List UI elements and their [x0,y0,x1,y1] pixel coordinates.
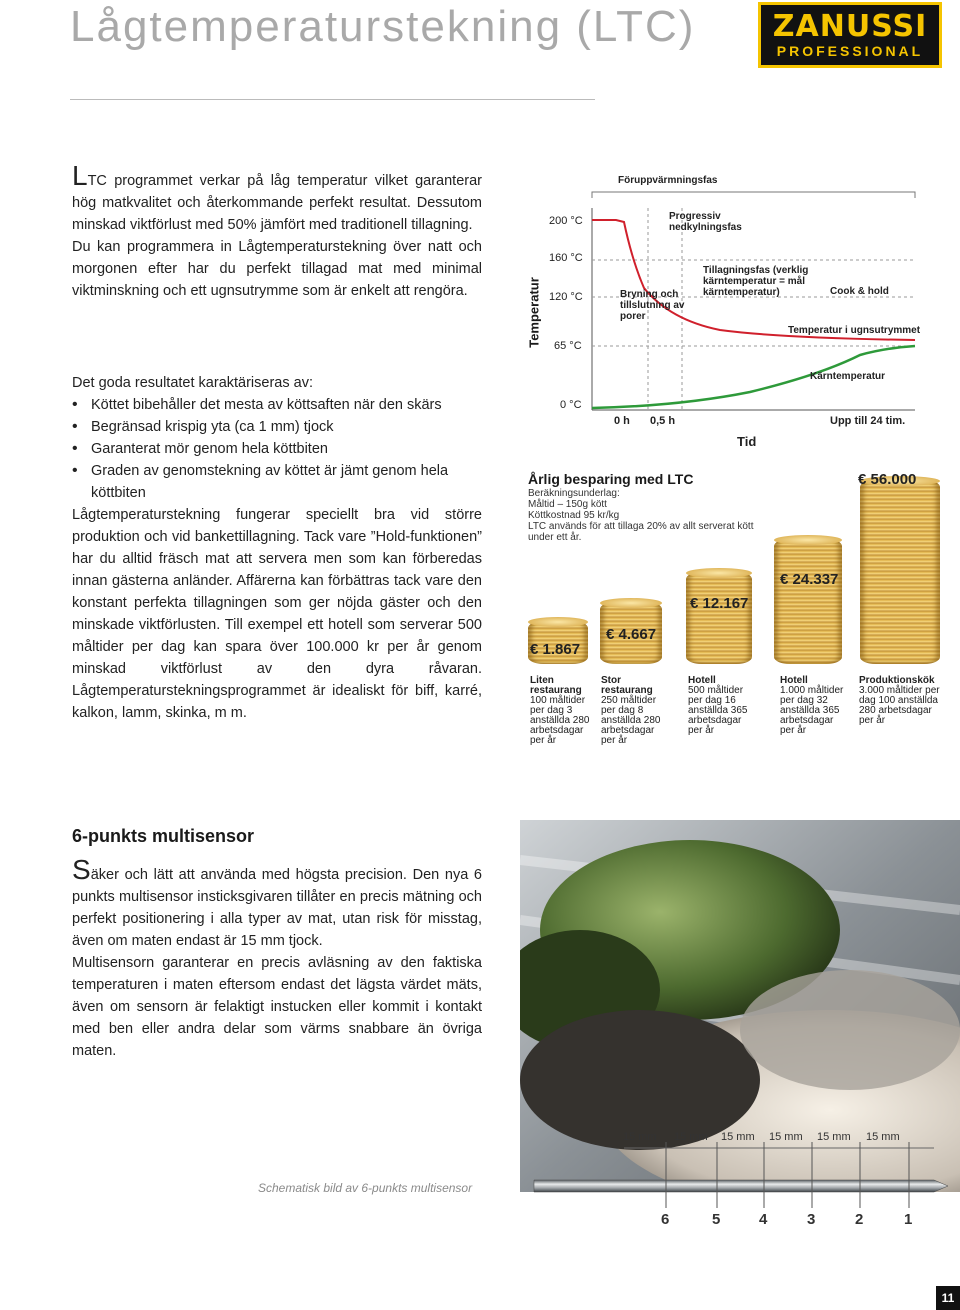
probe-spacing-label: 15 mm [769,1131,803,1143]
probe-point-label: 1 [904,1211,913,1228]
basis-line: Beräkningsunderlag: [528,488,620,499]
basis-line: Måltid – 150g kött [528,499,607,510]
coin-stack-top [528,617,588,627]
category-small-restaurant: Liten restaurang 100 måltider per dag 3 anställda 280 arbetsdagar per år [530,675,590,746]
y-tick-label: 0 °C [560,399,582,411]
coin-stack-top [774,535,842,545]
probe-caption: Schematisk bild av 6-punkts multisensor [258,1181,473,1195]
multisensor-paragraph-2: Multisensorn garanterar en precis avläsning av den faktiska temperaturen i maten eftersom endast det lägsta värdet mäts, även om sensorn är felaktigt instucken eller kommit i kontakt med ben eller andra delar som värms snabbare än övriga maten. [72,955,482,1059]
coin-stack [686,572,752,664]
multisensor-paragraph-1: äker och lätt att använda med högsta precision. Den nya 6 punkts multisensor insticksgivaren tillåter en precis mätning och perfekt positionering i alla typer av mat, utan risk för misstag, även om maten endast är 15 mm tjock. [72,867,482,949]
saving-value: € 4.667 [606,626,657,643]
coin-stack-top [686,568,752,578]
probe-body [534,1180,948,1192]
bullet-item: • Begränsad krispig yta (ca 1 mm) tjock [72,416,482,438]
probe-spacing-label: 15 mm [866,1131,900,1143]
basis-line: Köttkostnad 95 kr/kg [528,510,620,521]
logo-sub-text: PROFESSIONAL [776,43,924,59]
title-divider [70,99,595,100]
page-number: 11 [936,1286,960,1310]
multisensor-text [72,854,482,1062]
probe-point-label: 6 [661,1211,670,1228]
probe-spacing-label: 15 mm [721,1131,755,1143]
dropcap: L [72,160,88,191]
ltc-temperature-chart [520,170,950,460]
basis-line: LTC används för att tillaga 20% av allt serverat kött under ett år. [528,521,754,543]
x-tick-label: 0,5 h [650,415,676,427]
legend-core-temperature: Kärntemperatur [810,371,886,382]
category-production-kitchen: Produktionskök 3.000 måltider per dag 100 anställda 280 arbetsdagar per år [859,675,940,726]
intro-paragraph-1: TC programmet verkar på låg temperatur vilket garanterar hög matkvalitet och återkommande perfekt resultat. Dessutom minskad viktförlust med 50% jämfört med traditionell tillagning. [72,173,482,233]
category-hotel-1000: Hotell 1.000 måltider per dag 32 anställda 365 arbetsdagar per år [780,675,844,736]
saving-value: € 12.167 [690,595,749,612]
savings-title: Årlig besparing med LTC [528,471,694,487]
bullet-item: • Graden av genomstekning av köttet är jämt genom hela köttbiten [72,460,482,504]
zanussi-logo [758,2,942,68]
probe-point-label: 3 [807,1211,816,1228]
saving-value: € 56.000 [858,471,917,488]
saving-value: € 1.867 [530,641,581,658]
phase-preheat-label: Föruppvärmningsfas [618,175,718,186]
x-tick-label: Upp till 24 tim. [830,415,906,427]
category-large-restaurant: Stor restaurang 250 måltider per dag 8 anställda 280 arbetsdagar per år [601,675,661,746]
logo-main-text: ZANUSSI [772,9,928,44]
multisensor-probe-diagram [524,1128,954,1238]
probe-point-label: 4 [759,1211,768,1228]
intro-paragraph-2: Du kan programmera in Lågtemperaturstekning över natt och morgonen efter har du perfekt tillagad mat med minimal viktminskning och ett ugnsutrymme som är enkelt att rengöra. [72,239,482,299]
phase-hold-label: Cook & hold [830,286,889,297]
x-tick-label: 0 h [614,415,630,427]
coin-stack [774,539,842,664]
y-tick-label: 160 °C [549,252,583,264]
phase-cooking-label: Tillagningsfas (verklig kärntemperatur = mål kärntemperatur) [703,265,809,298]
results-section [72,372,482,724]
probe-svg [524,1128,954,1238]
phase-bracket [592,192,915,198]
results-paragraph: Lågtemperaturstekning fungerar speciellt bra vid större produktion och vid bankettillagning. Tack vare ”Hold-funktionen” har du alltid fräsch mat att servera men som kan förberedas innan gästerna anländer. Affärerna kan förbättras tack vare den konstant perfekta tillagningen som ger nöjda gäster och den minskade viktförlusten. Till exempel ett hotell som serverar 500 måltider per dag kan spara över 100.000 kr per år genom minskad viktförlust av den dyra råvaran. Lågtemperaturstekningsprogrammet är idealiskt för biff, karré, kalkon, lamm, skinka, m m. [72,507,482,721]
y-tick-label: 200 °C [549,215,583,227]
probe-spacing-label: 15 mm [817,1131,851,1143]
bullet-item: • Köttet bibehåller det mesta av köttsaften när den skärs [72,394,482,416]
saving-value: € 24.337 [780,571,839,588]
legend-oven-temperature: Temperatur i ugnsutrymmet [788,325,921,336]
bullet-item: • Garanterat mör genom hela köttbiten [72,438,482,460]
y-tick-label: 65 °C [554,340,582,352]
category-hotel-500: Hotell 500 måltider per dag 16 anställda 365 arbetsdagar per år [688,675,748,736]
results-bullet-list [72,394,482,504]
intro-text [72,160,482,302]
probe-spacing-label: 15 mm [674,1131,708,1143]
dropcap: S [72,854,91,885]
x-axis-label: Tid [737,434,757,449]
probe-point-label: 2 [855,1211,864,1228]
savings-basis [528,488,768,543]
page-title: Lågtemperaturstekning (LTC) [70,2,696,51]
multisensor-heading: 6-punkts multisensor [72,826,255,846]
phase-browning-label: Bryning och tillslutning av porer [620,289,685,322]
phase-progressive-label: Progressiv nedkylningsfas [669,211,742,233]
probe-point-label: 5 [712,1211,721,1228]
y-axis-label: Temperatur [526,277,542,348]
coin-stack [860,480,940,664]
probe-spacing-label: 15 mm [623,1131,657,1143]
results-lead: Det goda resultatet karaktäriseras av: [72,375,313,391]
y-tick-label: 120 °C [549,291,583,303]
